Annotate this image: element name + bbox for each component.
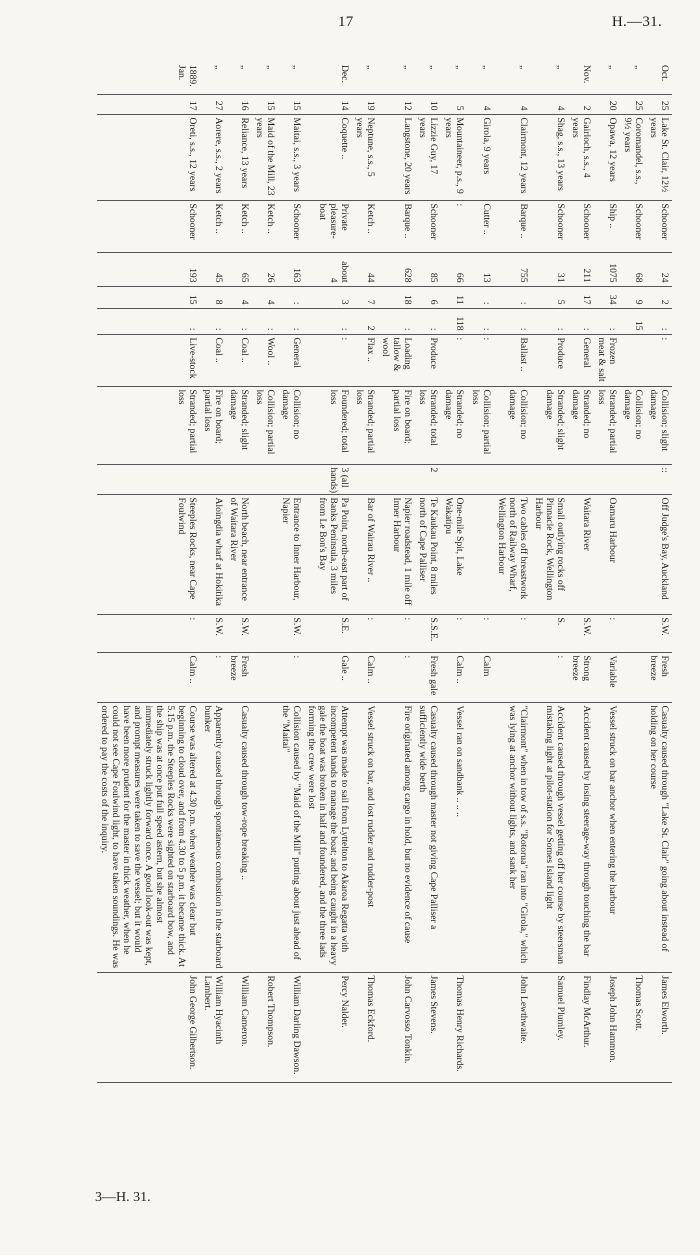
- table-row: [252, 62, 278, 1152]
- rig-cell: Ship ..: [594, 200, 620, 252]
- place-cell: Entrance to Inner Harbour, Napier: [278, 494, 304, 614]
- crew-cell: 2: [646, 286, 672, 308]
- day-cell: 20: [594, 94, 620, 114]
- cause-cell: "Clairmont" when in tow of s.s. "Rotorua" ran into "Girola," which was lying at anchor without lights, and sank her: [494, 702, 531, 972]
- wind-direction-cell: S.W.: [568, 614, 594, 652]
- cargo-cell: Ballast ..: [494, 334, 531, 386]
- cargo-cell: Coal ..: [226, 334, 252, 386]
- month-cell: „: [494, 62, 531, 94]
- crew-cell: 9: [620, 286, 646, 308]
- damage-cell: Collision; slight damage: [646, 386, 672, 464]
- day-cell: 17: [97, 94, 200, 114]
- day-cell: 4: [494, 94, 531, 114]
- passengers-cell: :: [226, 308, 252, 334]
- lives-lost-cell: ::: [646, 464, 672, 494]
- crew-cell: :: [278, 286, 304, 308]
- cargo-cell: Produce: [415, 334, 441, 386]
- passengers-cell: :: [278, 308, 304, 334]
- inquiry-by-cell: William Hyacinth Lambert.: [200, 972, 226, 1082]
- damage-cell: Stranded; slight damage: [226, 386, 252, 464]
- inquiry-by-cell: [468, 972, 494, 1082]
- vessel-cell: Gairloch, s.s., 4 years: [568, 114, 594, 200]
- blank-margin-cell: [441, 1082, 467, 1152]
- damage-cell: Collision; partial loss: [468, 386, 494, 464]
- place-cell: North beach, near entrance of Waitara River: [226, 494, 252, 614]
- lives-lost-cell: 2: [415, 464, 441, 494]
- vessel-cell: Shag, s.s., 13 years: [531, 114, 568, 200]
- cause-cell: Casualty caused through tow-rope breaking ..: [226, 702, 252, 972]
- day-cell: 16: [226, 94, 252, 114]
- inquiry-by-cell: James Elworth.: [646, 972, 672, 1082]
- cause-cell: Casualty caused through master not giving Cape Palliser a sufficiently wide berth: [415, 702, 441, 972]
- vessel-cell: Mountaineer, p.s., 9 years: [441, 114, 467, 200]
- month-cell: Dec.: [304, 62, 352, 94]
- place-cell: [252, 494, 278, 614]
- place-cell: [468, 494, 494, 614]
- cause-cell: Course was altered at 4.30 p.m. when weather was clear but beginning to cloud over, and from 4.30 to 5 p.m. it became thick. At 5.15 p.m. the Steeples Rocks were sighted on starboard bow, and the ship was at once put full speed astern, but she almost immediately struck lightly forward once. A good look-out was kept, and prompt measures were taken to save the vessel; but it would have been more prudent for the master in thick weather, when he could not see Cape Foulwind light, to have taken soundings. He was ordered to pay the costs of the inquiry.: [97, 702, 200, 972]
- month-cell: „: [468, 62, 494, 94]
- blank-margin-cell: [304, 1082, 352, 1152]
- crew-cell: 18: [378, 286, 415, 308]
- rig-cell: Schooner: [97, 200, 200, 252]
- passengers-cell: :: [200, 308, 226, 334]
- day-cell: 15: [252, 94, 278, 114]
- cause-cell: Vessel struck on bar anchor when entering the harbour: [594, 702, 620, 972]
- tonnage-cell: 24: [646, 252, 672, 286]
- rig-cell: Schooner: [620, 200, 646, 252]
- passengers-cell: :: [594, 308, 620, 334]
- vessel-cell: Coromandel, s.s., 9½ years: [620, 114, 646, 200]
- rig-cell: Ketch ..: [200, 200, 226, 252]
- tonnage-cell: 755: [494, 252, 531, 286]
- wind-direction-cell: :: [494, 614, 531, 652]
- cargo-cell: :: [468, 334, 494, 386]
- damage-cell: Collision; no damage: [278, 386, 304, 464]
- passengers-cell: :: [304, 308, 352, 334]
- crew-cell: 4: [226, 286, 252, 308]
- rig-cell: Schooner: [646, 200, 672, 252]
- passengers-cell: 118: [441, 308, 467, 334]
- place-cell: Oamaru Harbour: [594, 494, 620, 614]
- blank-margin-cell: [415, 1082, 441, 1152]
- inquiry-by-cell: William Darling Dawson.: [278, 972, 304, 1082]
- table-row: [200, 62, 226, 1152]
- tonnage-cell: 66: [441, 252, 467, 286]
- wind-direction-cell: [252, 614, 278, 652]
- vessel-cell: Maid of the Mill, 23 years: [252, 114, 278, 200]
- rig-cell: Schooner: [531, 200, 568, 252]
- passengers-cell: :: [646, 308, 672, 334]
- cause-cell: Attempt was made to sail from Lyttelton to Akaroa Regatta with incompetent hands to manage the boat; and being caught in a heavy gale the boat was broken in half and foundered, and the three lads forming the crew were lost: [304, 702, 352, 972]
- inquiry-by-cell: William Cameron.: [226, 972, 252, 1082]
- rig-cell: Schooner: [278, 200, 304, 252]
- blank-margin-cell: [97, 1082, 200, 1152]
- damage-cell: Foundered; total loss: [304, 386, 352, 464]
- cause-cell: Apparently caused through spontaneous combustion in the starboard bunker: [200, 702, 226, 972]
- table-row: [620, 62, 646, 1152]
- passengers-cell: :: [468, 308, 494, 334]
- place-cell: Te Kaukau Point, 8 miles north of Cape Palliser: [415, 494, 441, 614]
- lives-lost-cell: [494, 464, 531, 494]
- place-cell: Small outlying rocks off Pinnacle Rock, Wellington Harbour: [531, 494, 568, 614]
- inquiry-by-cell: John George Gilbertson.: [97, 972, 200, 1082]
- month-cell: „: [200, 62, 226, 94]
- wind-direction-cell: S.W.: [278, 614, 304, 652]
- blank-margin-cell: [568, 1082, 594, 1152]
- tonnage-cell: about 4: [304, 252, 352, 286]
- lives-lost-cell: [568, 464, 594, 494]
- blank-margin-cell: [278, 1082, 304, 1152]
- cargo-cell: General: [278, 334, 304, 386]
- wind-force-cell: Fresh gale: [415, 652, 441, 702]
- blank-margin-cell: [378, 1082, 415, 1152]
- cargo-cell: Wool ..: [252, 334, 278, 386]
- wind-force-cell: Gale ..: [304, 652, 352, 702]
- lives-lost-cell: [378, 464, 415, 494]
- page-number: 17: [338, 14, 354, 30]
- place-cell: Off Judge's Bay, Auckland: [646, 494, 672, 614]
- damage-cell: Stranded; partial loss: [594, 386, 620, 464]
- inquiry-by-cell: James Stevens.: [415, 972, 441, 1082]
- crew-cell: 17: [568, 286, 594, 308]
- vessel-cell: Girola, 9 years: [468, 114, 494, 200]
- table-row: [441, 62, 467, 1152]
- place-cell: Waitara River: [568, 494, 594, 614]
- damage-cell: Stranded; no damage: [441, 386, 467, 464]
- lives-lost-cell: [278, 464, 304, 494]
- month-cell: „: [620, 62, 646, 94]
- cause-cell: Accident caused through vessel getting off her course by steersman mistaking light at pilot-station for Somes Island light: [531, 702, 568, 972]
- lives-lost-cell: [468, 464, 494, 494]
- wind-force-cell: Calm ..: [352, 652, 378, 702]
- damage-cell: Collision; no damage: [620, 386, 646, 464]
- crew-cell: :: [468, 286, 494, 308]
- place-cell: [620, 494, 646, 614]
- cargo-cell: General: [568, 334, 594, 386]
- month-cell: „: [378, 62, 415, 94]
- crew-cell: 4: [252, 286, 278, 308]
- damage-cell: Fire on board; partial loss: [200, 386, 226, 464]
- inquiry-by-cell: Thomas Henry Richards.: [441, 972, 467, 1082]
- passengers-cell: 15: [620, 308, 646, 334]
- tonnage-cell: 45: [200, 252, 226, 286]
- footer-reference: 3—H. 31.: [95, 1190, 151, 1205]
- blank-margin-cell: [594, 1082, 620, 1152]
- lives-lost-cell: [352, 464, 378, 494]
- wind-direction-cell: :: [352, 614, 378, 652]
- month-cell: „: [352, 62, 378, 94]
- tonnage-cell: 193: [97, 252, 200, 286]
- rig-cell: Ketch ..: [352, 200, 378, 252]
- damage-cell: Collision; no damage: [494, 386, 531, 464]
- place-cell: Two cables off breastwork north of Railway Wharf, Wellington Harbour: [494, 494, 531, 614]
- wind-force-cell: Calm ..: [441, 652, 467, 702]
- rig-cell: Ketch ..: [226, 200, 252, 252]
- blank-margin-cell: [620, 1082, 646, 1152]
- rig-cell: Barque ..: [378, 200, 415, 252]
- vessel-cell: Aorere, s.s., 2 years: [200, 114, 226, 200]
- day-cell: 27: [200, 94, 226, 114]
- day-cell: 4: [531, 94, 568, 114]
- cause-cell: Vessel struck on bar, and lost rudder and rudder-post: [352, 702, 378, 972]
- tonnage-cell: 31: [531, 252, 568, 286]
- cause-cell: [468, 702, 494, 972]
- vessel-cell: Coquette ..: [304, 114, 352, 200]
- day-cell: 5: [441, 94, 467, 114]
- passengers-cell: :: [494, 308, 531, 334]
- crew-cell: 15: [97, 286, 200, 308]
- crew-cell: 34: [594, 286, 620, 308]
- day-cell: 19: [352, 94, 378, 114]
- place-cell: Aloingdia wharf at Hokitika: [200, 494, 226, 614]
- day-cell: 25: [646, 94, 672, 114]
- cargo-cell: [620, 334, 646, 386]
- passengers-cell: :: [97, 308, 200, 334]
- wind-force-cell: [620, 652, 646, 702]
- inquiry-by-cell: Percy Nalder.: [304, 972, 352, 1082]
- wind-force-cell: Calm ..: [97, 652, 200, 702]
- blank-margin-cell: [200, 1082, 226, 1152]
- blank-margin-cell: [646, 1082, 672, 1152]
- cause-cell: Casualty caused through "Lake St. Clair" going about instead of holding on her course: [646, 702, 672, 972]
- blank-margin-cell: [226, 1082, 252, 1152]
- wind-direction-cell: [620, 614, 646, 652]
- crew-cell: 6: [415, 286, 441, 308]
- cause-cell: [620, 702, 646, 972]
- table-row: [378, 62, 415, 1152]
- wind-force-cell: Fresh breeze: [646, 652, 672, 702]
- wind-direction-cell: :: [594, 614, 620, 652]
- month-cell: „: [226, 62, 252, 94]
- vessel-cell: Langstone, 20 years: [378, 114, 415, 200]
- table-row: [352, 62, 378, 1152]
- lives-lost-cell: [97, 464, 200, 494]
- day-cell: 12: [378, 94, 415, 114]
- tonnage-cell: 26: [252, 252, 278, 286]
- table-row: [278, 62, 304, 1152]
- rig-cell: :: [441, 200, 467, 252]
- lives-lost-cell: 3 (all hands): [304, 464, 352, 494]
- blank-margin-cell: [531, 1082, 568, 1152]
- wind-direction-cell: S.W.: [226, 614, 252, 652]
- cause-cell: Vessel ran on sandbank .. .. ..: [441, 702, 467, 972]
- passengers-cell: :: [415, 308, 441, 334]
- wind-force-cell: :: [378, 652, 415, 702]
- table-row: [304, 62, 352, 1152]
- blank-margin-cell: [468, 1082, 494, 1152]
- wind-direction-cell: :: [97, 614, 200, 652]
- inquiry-by-cell: Joseph John Hammon.: [594, 972, 620, 1082]
- lives-lost-cell: [531, 464, 568, 494]
- wind-direction-cell: S.W.: [646, 614, 672, 652]
- lives-lost-cell: [226, 464, 252, 494]
- wind-force-cell: Variable: [594, 652, 620, 702]
- place-cell: Steeples Rocks, near Cape Foulwind: [97, 494, 200, 614]
- cargo-cell: :: [646, 334, 672, 386]
- lives-lost-cell: [200, 464, 226, 494]
- crew-cell: 11: [441, 286, 467, 308]
- wind-force-cell: Fresh breeze: [226, 652, 252, 702]
- cause-cell: Collision caused by "Maid of the Mill" putting about just ahead of the "Maitai": [278, 702, 304, 972]
- cause-cell: Fire originated among cargo in hold, but no evidence of cause: [378, 702, 415, 972]
- passengers-cell: :: [252, 308, 278, 334]
- vessel-cell: Oreti, s.s., 12 years: [97, 114, 200, 200]
- wind-force-cell: :: [278, 652, 304, 702]
- lives-lost-cell: [620, 464, 646, 494]
- passengers-cell: :: [378, 308, 415, 334]
- crew-cell: 7: [352, 286, 378, 308]
- rig-cell: Schooner: [415, 200, 441, 252]
- tonnage-cell: 65: [226, 252, 252, 286]
- damage-cell: Collision; partial loss: [252, 386, 278, 464]
- wind-force-cell: [252, 652, 278, 702]
- wind-direction-cell: :: [441, 614, 467, 652]
- wind-force-cell: Calm: [468, 652, 494, 702]
- vessel-cell: Opawa, 12 years: [594, 114, 620, 200]
- day-cell: 25: [620, 94, 646, 114]
- place-cell: One-mile Spit, Lake Wakatipu: [441, 494, 467, 614]
- wind-direction-cell: S.S.E.: [415, 614, 441, 652]
- cargo-cell: Loading tallow & wool: [378, 334, 415, 386]
- day-cell: 2: [568, 94, 594, 114]
- table-row: [226, 62, 252, 1152]
- table-row: [594, 62, 620, 1152]
- crew-cell: 5: [531, 286, 568, 308]
- crew-cell: :: [494, 286, 531, 308]
- damage-cell: Stranded; total loss: [415, 386, 441, 464]
- crew-cell: 3: [304, 286, 352, 308]
- wind-force-cell: :: [200, 652, 226, 702]
- page-reference: H.—31.: [611, 14, 662, 30]
- damage-cell: Stranded; slight damage: [531, 386, 568, 464]
- inquiry-by-cell: Robert Thompson.: [252, 972, 278, 1082]
- damage-cell: Stranded; partial loss: [97, 386, 200, 464]
- wind-direction-cell: S.: [531, 614, 568, 652]
- month-cell: „: [278, 62, 304, 94]
- tonnage-cell: 1075: [594, 252, 620, 286]
- wind-force-cell: Strong breeze: [568, 652, 594, 702]
- vessel-cell: Neptune, s.s., 5 years: [352, 114, 378, 200]
- month-cell: „: [441, 62, 467, 94]
- day-cell: 10: [415, 94, 441, 114]
- lives-lost-cell: [252, 464, 278, 494]
- lives-lost-cell: [594, 464, 620, 494]
- vessel-cell: Clairmont, 12 years: [494, 114, 531, 200]
- rig-cell: Schooner: [568, 200, 594, 252]
- inquiry-by-cell: Thomas Scott.: [620, 972, 646, 1082]
- tonnage-cell: 163: [278, 252, 304, 286]
- tonnage-cell: 85: [415, 252, 441, 286]
- table-row: [568, 62, 594, 1152]
- rig-cell: Cutter ..: [468, 200, 494, 252]
- wind-direction-cell: :: [468, 614, 494, 652]
- tonnage-cell: 628: [378, 252, 415, 286]
- month-cell: Oct.: [646, 62, 672, 94]
- lives-lost-cell: [441, 464, 467, 494]
- month-cell: „: [594, 62, 620, 94]
- damage-cell: Stranded; partial loss: [352, 386, 378, 464]
- day-cell: 14: [304, 94, 352, 114]
- cargo-cell: Frozen meat & salt: [594, 334, 620, 386]
- place-cell: Napier roadstead, 1 mile off Inner Harbour: [378, 494, 415, 614]
- tonnage-cell: 13: [468, 252, 494, 286]
- cargo-cell: Flax ..: [352, 334, 378, 386]
- cargo-cell: Live-stock: [97, 334, 200, 386]
- cargo-cell: Coal ..: [200, 334, 226, 386]
- table-row: [646, 62, 672, 1152]
- wind-force-cell: [494, 652, 531, 702]
- inquiry-by-cell: John Carvosso Tonkin.: [378, 972, 415, 1082]
- blank-margin-cell: [352, 1082, 378, 1152]
- table-row: [494, 62, 531, 1152]
- cause-cell: Accident caused by losing steerage-way through touching the bar: [568, 702, 594, 972]
- month-cell: „: [415, 62, 441, 94]
- wind-force-cell: :: [531, 652, 568, 702]
- cargo-cell: :: [441, 334, 467, 386]
- vessel-cell: Lizzie Guy, 17 years: [415, 114, 441, 200]
- inquiry-by-cell: Thomas Eckford.: [352, 972, 378, 1082]
- passengers-cell: :: [568, 308, 594, 334]
- inquiry-by-cell: Findlay McArthur.: [568, 972, 594, 1082]
- rig-cell: Ketch ..: [252, 200, 278, 252]
- day-cell: 15: [278, 94, 304, 114]
- day-cell: 4: [468, 94, 494, 114]
- tonnage-cell: 68: [620, 252, 646, 286]
- place-cell: Pa Point, north-east part of Banks Peninsula, 3 miles from Le Bon's Bay: [304, 494, 352, 614]
- damage-cell: Fire on board; partial loss: [378, 386, 415, 464]
- month-cell: „: [252, 62, 278, 94]
- tonnage-cell: 44: [352, 252, 378, 286]
- month-cell: 1889. Jan.: [97, 62, 200, 94]
- damage-cell: Stranded; no damage: [568, 386, 594, 464]
- month-cell: Nov.: [568, 62, 594, 94]
- table-row: [468, 62, 494, 1152]
- rig-cell: Private pleasure-boat: [304, 200, 352, 252]
- wind-direction-cell: S.W.: [200, 614, 226, 652]
- tonnage-cell: 211: [568, 252, 594, 286]
- casualty-table: [98, 62, 672, 1152]
- table-row: [415, 62, 441, 1152]
- crew-cell: 8: [200, 286, 226, 308]
- month-cell: „: [531, 62, 568, 94]
- vessel-cell: Lake St. Clair, 12½ years: [646, 114, 672, 200]
- blank-margin-cell: [252, 1082, 278, 1152]
- table-row: [531, 62, 568, 1152]
- vessel-cell: Reliance, 13 years: [226, 114, 252, 200]
- wind-direction-cell: S.E.: [304, 614, 352, 652]
- place-cell: Bar of Wairau River ..: [352, 494, 378, 614]
- blank-margin-cell: [494, 1082, 531, 1152]
- cargo-cell: Produce: [531, 334, 568, 386]
- inquiry-by-cell: Samuel Plumley.: [531, 972, 568, 1082]
- table-row: [97, 62, 200, 1152]
- rig-cell: Barque ..: [494, 200, 531, 252]
- cause-cell: [252, 702, 278, 972]
- vessel-cell: Maitai, s.s., 3 years: [278, 114, 304, 200]
- cargo-cell: :: [304, 334, 352, 386]
- passengers-cell: :: [531, 308, 568, 334]
- wind-direction-cell: :: [378, 614, 415, 652]
- inquiry-by-cell: John Lewthwaite.: [494, 972, 531, 1082]
- passengers-cell: 2: [352, 308, 378, 334]
